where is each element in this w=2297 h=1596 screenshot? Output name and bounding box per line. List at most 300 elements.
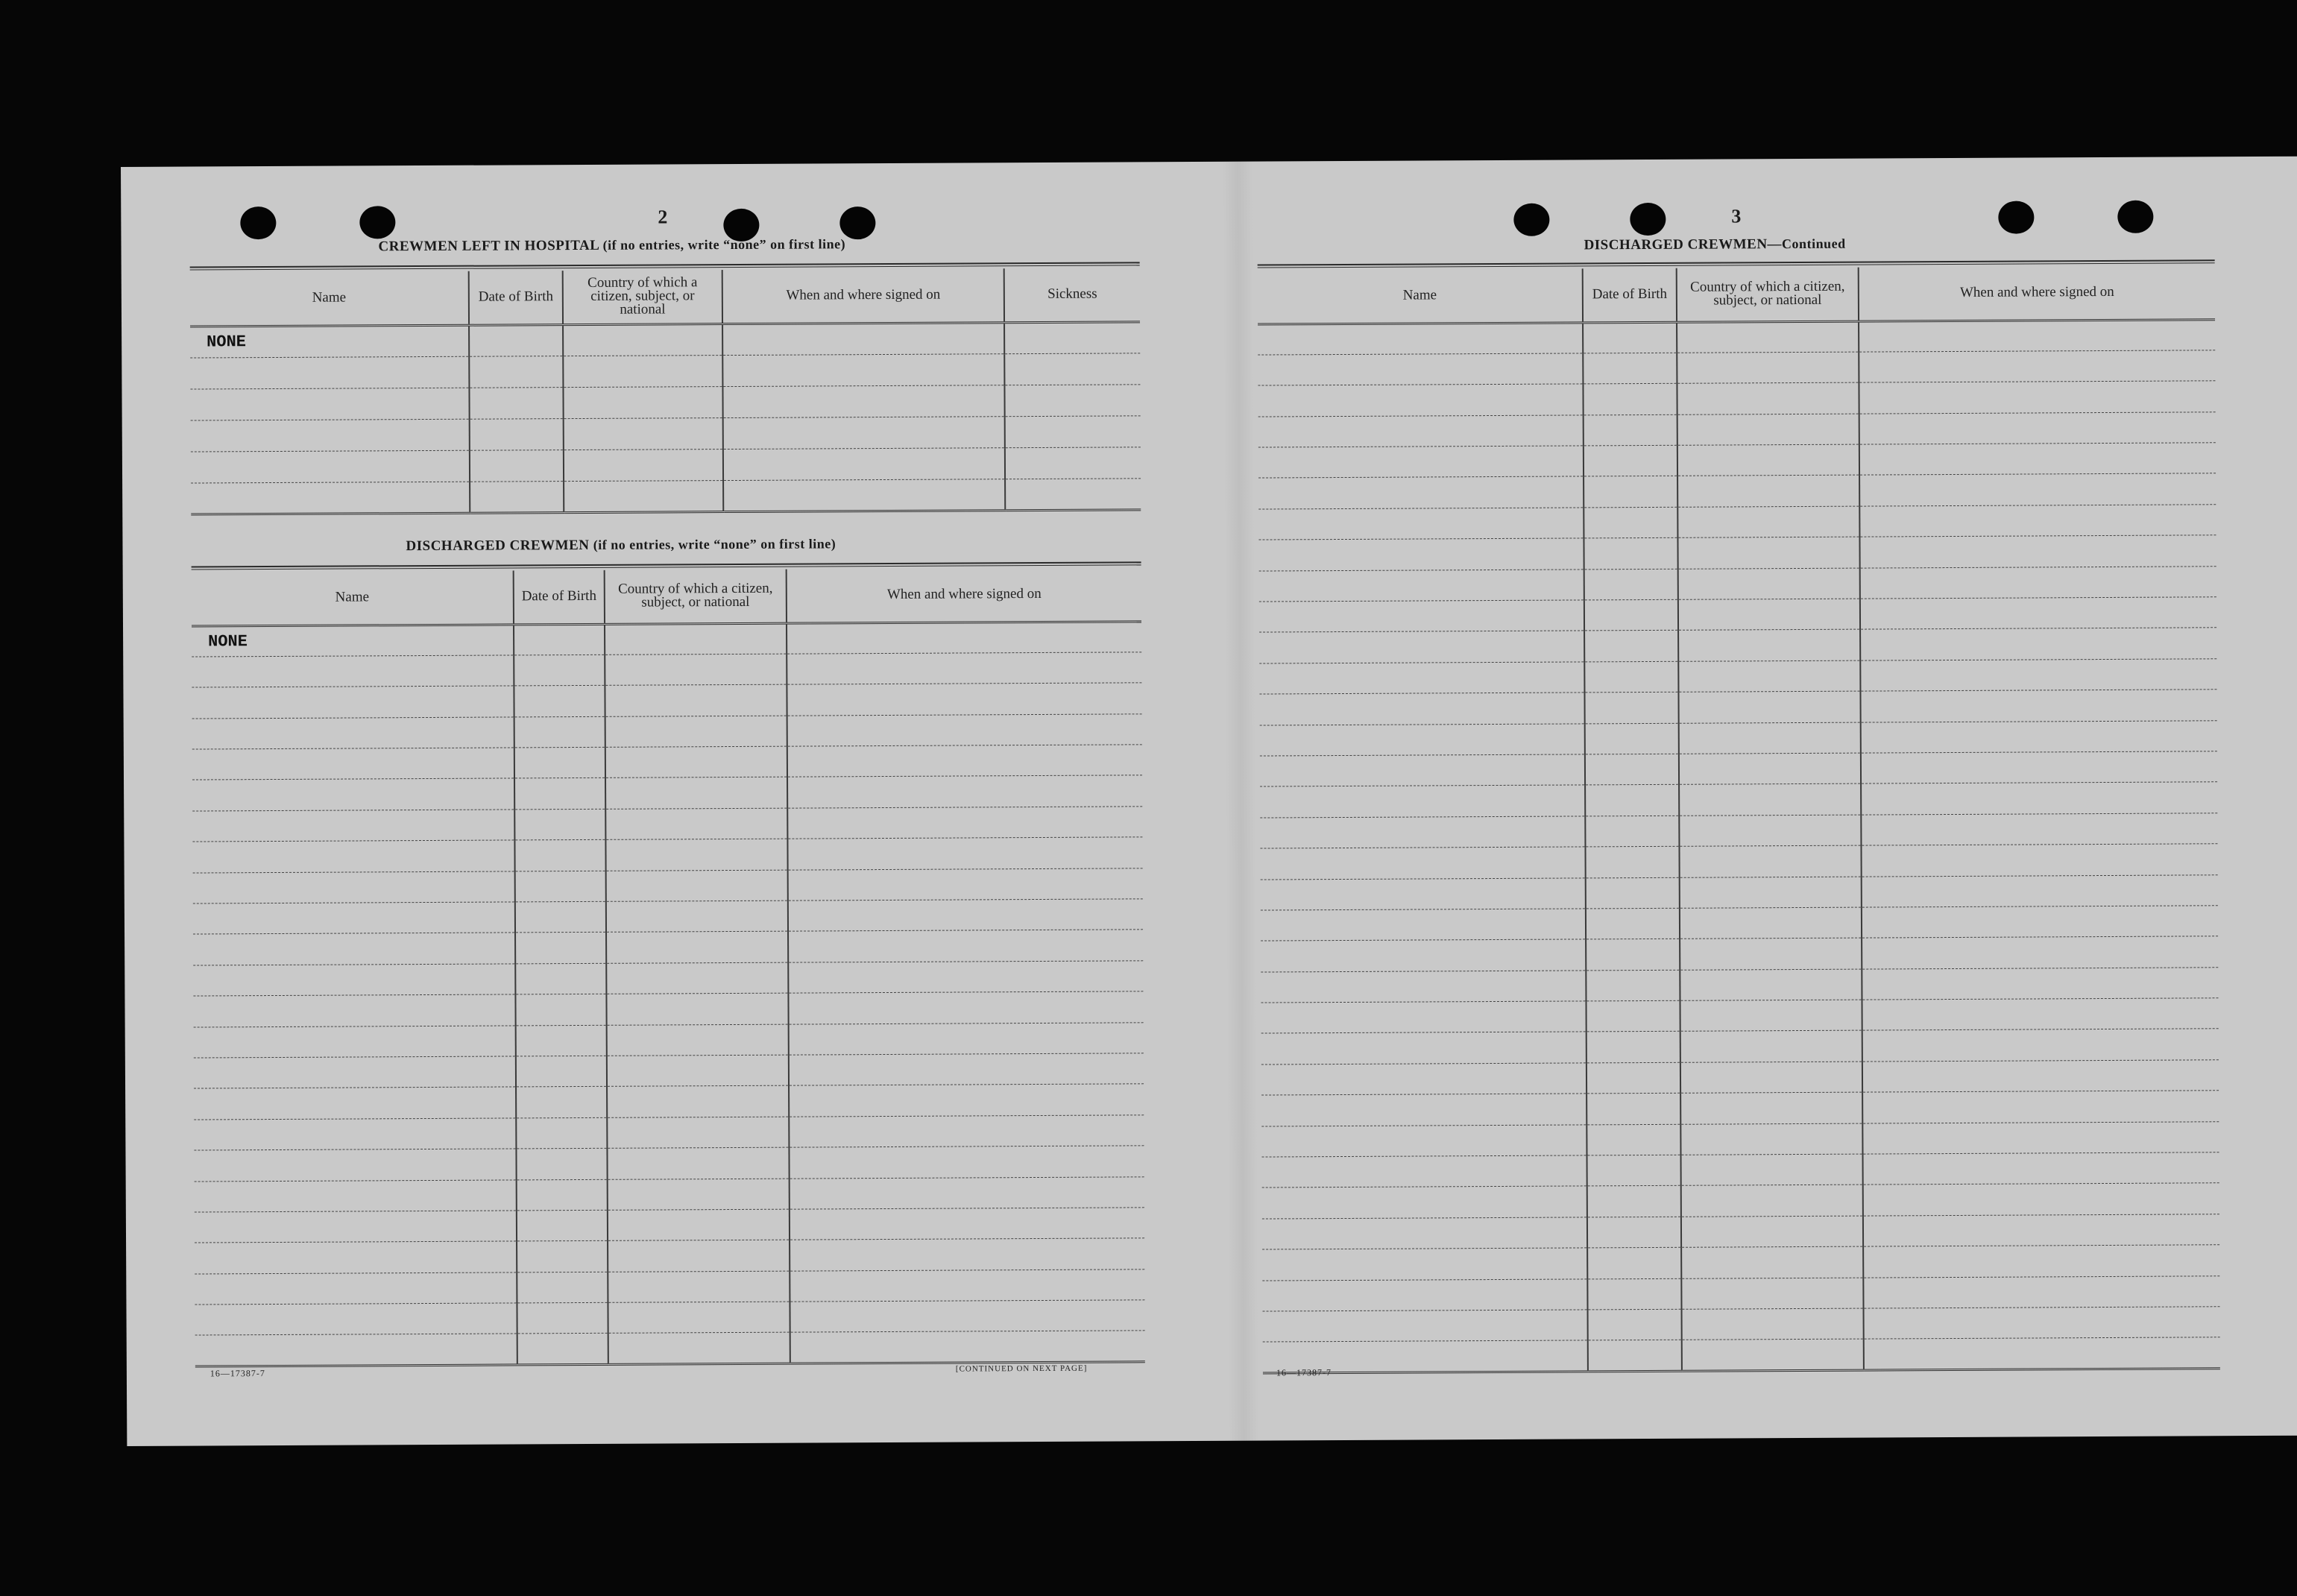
table-cell[interactable] xyxy=(1584,507,1677,538)
table-cell[interactable] xyxy=(1863,1183,2219,1216)
table-cell[interactable] xyxy=(607,1147,789,1179)
table-cell[interactable] xyxy=(787,745,1142,778)
table-cell[interactable] xyxy=(515,933,606,964)
table-row xyxy=(193,899,1143,935)
table-cell[interactable]: NONE xyxy=(190,325,469,358)
table-cell[interactable] xyxy=(1680,969,1862,1001)
table-cell[interactable] xyxy=(564,417,723,450)
left-form-code: 16—17387-7 xyxy=(209,1368,265,1379)
table-cell[interactable] xyxy=(514,716,605,748)
table-cell[interactable] xyxy=(1861,813,2217,846)
table-cell[interactable] xyxy=(1863,1245,2219,1278)
table-cell[interactable] xyxy=(1263,1310,1588,1343)
table-cell[interactable] xyxy=(1679,722,1861,754)
discharged-continued-table xyxy=(1258,265,2220,1374)
table-cell[interactable] xyxy=(514,840,605,871)
table-cell[interactable] xyxy=(517,1241,608,1272)
table-cell[interactable] xyxy=(1862,906,2218,939)
table-cell[interactable] xyxy=(514,655,605,686)
table-cell[interactable] xyxy=(1677,382,1859,414)
table-cell[interactable] xyxy=(787,837,1142,870)
table-cell[interactable] xyxy=(195,1272,517,1305)
table-cell[interactable] xyxy=(1584,599,1678,631)
table-cell[interactable] xyxy=(1587,1155,1681,1186)
table-cell[interactable] xyxy=(1859,319,2215,352)
table-cell[interactable] xyxy=(1004,384,1140,416)
table-cell[interactable] xyxy=(1586,877,1680,909)
table-cell[interactable] xyxy=(787,652,1141,685)
table-cell[interactable] xyxy=(516,1148,607,1179)
table-cell[interactable] xyxy=(563,324,722,356)
table-cell[interactable] xyxy=(1862,1029,2219,1062)
table-cell[interactable] xyxy=(1261,1094,1587,1126)
table-row xyxy=(1261,906,2218,941)
table-cell[interactable] xyxy=(787,621,1141,654)
table-cell[interactable] xyxy=(1862,1060,2219,1093)
table-cell[interactable] xyxy=(1259,631,1584,663)
table-cell[interactable] xyxy=(790,1269,1144,1302)
table-cell[interactable] xyxy=(1863,1275,2219,1308)
table-cell[interactable] xyxy=(608,1240,790,1272)
table-cell[interactable] xyxy=(194,1118,516,1151)
table-cell[interactable] xyxy=(1261,909,1586,941)
table-cell[interactable] xyxy=(1859,443,2216,476)
table-row xyxy=(191,478,1141,514)
table-cell[interactable] xyxy=(195,1211,517,1243)
table-cell[interactable] xyxy=(1861,720,2217,753)
table-cell[interactable] xyxy=(1583,384,1677,415)
table-cell[interactable] xyxy=(1588,1309,1682,1340)
table-cell[interactable] xyxy=(605,623,787,655)
table-cell[interactable] xyxy=(1258,538,1584,571)
table-cell[interactable] xyxy=(1680,1123,1862,1155)
table-cell[interactable] xyxy=(788,961,1143,994)
table-cell[interactable] xyxy=(1681,1216,1863,1248)
table-cell[interactable] xyxy=(1678,599,1860,631)
table-cell[interactable] xyxy=(605,839,787,871)
table-cell[interactable] xyxy=(1679,783,1861,816)
table-cell[interactable] xyxy=(722,385,1004,417)
table-row xyxy=(1258,411,2216,447)
table-cell[interactable] xyxy=(1585,754,1679,785)
table-cell[interactable] xyxy=(1862,936,2218,969)
table-cell[interactable] xyxy=(1859,381,2215,414)
table-cell[interactable] xyxy=(193,933,515,965)
binder-hole xyxy=(2117,201,2153,233)
table-cell[interactable] xyxy=(1004,353,1140,385)
table-cell[interactable] xyxy=(1862,874,2218,907)
table-cell[interactable] xyxy=(516,1025,607,1056)
table-cell[interactable] xyxy=(194,1026,516,1059)
table-cell[interactable] xyxy=(1680,938,1862,970)
table-cell[interactable] xyxy=(1678,630,1860,662)
table-row xyxy=(192,837,1142,873)
table-cell[interactable] xyxy=(194,1087,516,1120)
table-cell[interactable] xyxy=(1584,414,1677,446)
table-cell[interactable] xyxy=(608,1209,790,1241)
table-cell[interactable] xyxy=(1261,1001,1586,1034)
table-cell[interactable] xyxy=(191,419,470,452)
table-cell[interactable] xyxy=(1679,753,1861,785)
table-cell[interactable]: NONE xyxy=(192,624,514,657)
table-cell[interactable] xyxy=(1584,631,1678,662)
table-cell[interactable] xyxy=(1587,1062,1680,1094)
table-row xyxy=(1262,1245,2219,1281)
table-cell[interactable] xyxy=(1261,1125,1587,1158)
table-cell[interactable] xyxy=(1680,877,1862,909)
table-cell[interactable] xyxy=(1682,1339,1864,1371)
table-cell[interactable] xyxy=(1680,907,1862,939)
table-cell[interactable] xyxy=(1004,321,1140,353)
table-cell[interactable] xyxy=(514,778,605,810)
binder-hole xyxy=(359,206,395,239)
table-cell[interactable] xyxy=(1864,1337,2220,1370)
table-cell[interactable] xyxy=(1583,322,1677,353)
table-cell[interactable] xyxy=(608,1179,790,1211)
table-cell[interactable] xyxy=(470,418,564,450)
table-cell[interactable] xyxy=(1863,1214,2219,1247)
table-cell[interactable] xyxy=(1587,1278,1681,1310)
table-cell[interactable] xyxy=(1260,723,1585,756)
page-fold xyxy=(1223,162,1258,1441)
table-cell[interactable] xyxy=(1680,1000,1862,1032)
table-cell[interactable] xyxy=(1677,444,1859,476)
table-cell[interactable] xyxy=(195,1179,517,1212)
table-cell[interactable] xyxy=(1677,506,1859,538)
table-cell[interactable] xyxy=(1587,1032,1680,1063)
table-cell[interactable] xyxy=(1860,659,2216,692)
table-cell[interactable] xyxy=(1682,1308,1864,1340)
table-cell[interactable] xyxy=(514,686,605,717)
table-cell[interactable] xyxy=(470,450,564,482)
table-cell[interactable] xyxy=(1262,1186,1587,1219)
table-cell[interactable] xyxy=(1262,1279,1587,1312)
table-cell[interactable] xyxy=(1259,693,1584,725)
table-cell[interactable] xyxy=(1679,845,1861,877)
table-cell[interactable] xyxy=(514,809,605,840)
table-cell[interactable] xyxy=(1262,1248,1587,1281)
table-cell[interactable] xyxy=(1862,1091,2219,1123)
table-cell[interactable] xyxy=(1862,1152,2219,1185)
table-cell[interactable] xyxy=(788,899,1143,932)
table-cell[interactable] xyxy=(1584,538,1677,570)
table-cell[interactable] xyxy=(1585,816,1679,847)
table-cell[interactable] xyxy=(1587,1248,1681,1279)
table-cell[interactable] xyxy=(1587,1124,1680,1155)
table-cell[interactable] xyxy=(1584,661,1678,693)
table-cell[interactable] xyxy=(192,810,514,842)
table-row xyxy=(1258,350,2215,386)
table-cell[interactable] xyxy=(605,684,787,716)
table-cell[interactable] xyxy=(607,1055,789,1087)
table-cell[interactable] xyxy=(1585,785,1679,816)
table-cell[interactable] xyxy=(1677,476,1859,508)
table-cell[interactable] xyxy=(1681,1278,1863,1310)
table-cell[interactable] xyxy=(1678,660,1860,693)
table-cell[interactable] xyxy=(787,713,1142,746)
table-cell[interactable] xyxy=(514,747,605,778)
table-cell[interactable] xyxy=(1584,445,1677,476)
table-cell[interactable] xyxy=(191,482,470,514)
table-cell[interactable] xyxy=(723,479,1005,511)
table-row xyxy=(1258,443,2216,479)
table-cell[interactable] xyxy=(1259,662,1584,695)
table-cell[interactable] xyxy=(193,994,515,1027)
table-cell[interactable] xyxy=(1677,352,1859,384)
table-cell[interactable] xyxy=(607,1117,789,1149)
table-cell[interactable] xyxy=(1864,1307,2220,1340)
table-cell[interactable] xyxy=(605,716,787,748)
table-row xyxy=(192,652,1141,688)
table-cell[interactable] xyxy=(1261,939,1586,972)
table-cell[interactable] xyxy=(1859,535,2216,568)
table-cell[interactable] xyxy=(1588,1340,1682,1372)
table-cell[interactable] xyxy=(1584,569,1678,600)
table-cell[interactable] xyxy=(1585,846,1679,877)
table-cell[interactable] xyxy=(1677,537,1859,569)
table-cell[interactable] xyxy=(1261,1063,1587,1096)
table-cell[interactable] xyxy=(787,683,1141,716)
table-cell[interactable] xyxy=(788,930,1143,962)
table-cell[interactable] xyxy=(195,1241,517,1274)
table-cell[interactable] xyxy=(789,1084,1144,1117)
table-cell[interactable] xyxy=(608,1333,790,1365)
continued-title-text: DISCHARGED CREWMEN— xyxy=(1584,236,1783,253)
table-cell[interactable] xyxy=(790,1331,1145,1363)
table-cell[interactable] xyxy=(723,416,1005,449)
table-cell[interactable] xyxy=(1681,1154,1863,1186)
table-cell[interactable] xyxy=(787,775,1142,808)
table-cell[interactable] xyxy=(1258,508,1584,540)
table-cell[interactable] xyxy=(1259,600,1584,633)
table-cell[interactable] xyxy=(191,450,470,483)
table-cell[interactable] xyxy=(1261,877,1586,910)
table-cell[interactable] xyxy=(516,1056,607,1087)
table-cell[interactable] xyxy=(608,1302,790,1334)
table-cell[interactable] xyxy=(605,654,787,686)
table-cell[interactable] xyxy=(195,1303,517,1336)
table-cell[interactable] xyxy=(1005,447,1141,479)
table-cell[interactable] xyxy=(722,322,1004,355)
table-row xyxy=(1260,782,2217,818)
table-row xyxy=(1263,1307,2220,1343)
table-cell[interactable] xyxy=(606,932,788,964)
table-cell[interactable] xyxy=(1861,782,2217,815)
table-cell[interactable] xyxy=(517,1210,608,1241)
table-cell[interactable] xyxy=(1262,1217,1587,1250)
table-cell[interactable] xyxy=(563,386,722,418)
table-cell[interactable] xyxy=(1860,690,2216,722)
table-cell[interactable] xyxy=(607,1085,789,1117)
table-cell[interactable] xyxy=(515,994,606,1026)
table-cell[interactable] xyxy=(1678,691,1860,723)
table-cell[interactable] xyxy=(192,840,514,873)
table-row xyxy=(1261,936,2218,972)
table-row xyxy=(195,1208,1144,1243)
table-row xyxy=(192,807,1142,842)
table-row xyxy=(1263,1337,2220,1373)
table-cell[interactable] xyxy=(564,480,723,512)
table-cell[interactable] xyxy=(1005,478,1141,510)
table-cell[interactable] xyxy=(787,807,1142,839)
table-cell[interactable] xyxy=(1860,566,2216,599)
continued-title-suffix: Continued xyxy=(1781,236,1846,252)
table-cell[interactable] xyxy=(790,1208,1144,1240)
table-cell[interactable] xyxy=(606,870,788,902)
binder-hole xyxy=(1513,204,1549,236)
table-row xyxy=(194,1146,1144,1182)
table-cell[interactable] xyxy=(789,1022,1144,1055)
table-cell[interactable] xyxy=(515,901,606,933)
table-cell[interactable] xyxy=(1680,1031,1862,1063)
table-cell[interactable] xyxy=(1258,415,1584,448)
table-cell[interactable] xyxy=(1583,353,1677,384)
table-cell[interactable] xyxy=(192,717,514,750)
table-cell[interactable] xyxy=(469,324,563,356)
table-row xyxy=(195,1238,1144,1274)
table-cell[interactable] xyxy=(790,1176,1144,1209)
table-cell[interactable] xyxy=(195,1334,517,1366)
table-cell[interactable] xyxy=(516,1087,607,1118)
table-row xyxy=(1261,967,2218,1003)
table-cell[interactable] xyxy=(564,449,723,481)
table-cell[interactable] xyxy=(1587,1217,1681,1248)
table-row xyxy=(1258,535,2216,571)
table-cell[interactable] xyxy=(1260,754,1585,787)
table-cell[interactable] xyxy=(517,1302,608,1334)
table-cell[interactable] xyxy=(1261,1032,1587,1064)
table-cell[interactable] xyxy=(517,1179,608,1211)
table-cell[interactable] xyxy=(1680,1092,1862,1124)
table-cell[interactable] xyxy=(1585,723,1679,754)
table-cell[interactable] xyxy=(1258,384,1583,417)
table-cell[interactable] xyxy=(1862,1121,2219,1154)
table-cell[interactable] xyxy=(516,1117,607,1149)
table-cell[interactable] xyxy=(790,1300,1144,1333)
table-cell[interactable] xyxy=(723,447,1005,480)
table-cell[interactable] xyxy=(789,1053,1144,1086)
table-cell[interactable] xyxy=(1258,322,1583,355)
table-cell[interactable] xyxy=(1859,473,2216,506)
table-cell[interactable] xyxy=(1586,939,1680,971)
table-row xyxy=(1259,690,2216,725)
table-cell[interactable] xyxy=(1681,1185,1863,1217)
table-cell[interactable] xyxy=(607,1024,789,1056)
table-cell[interactable] xyxy=(1679,815,1861,847)
table-cell[interactable] xyxy=(563,355,722,387)
table-cell[interactable] xyxy=(192,686,514,719)
table-cell[interactable] xyxy=(1587,1186,1681,1217)
table-cell[interactable] xyxy=(1678,568,1860,600)
table-row xyxy=(1259,566,2216,602)
table-row xyxy=(191,447,1141,482)
table-row xyxy=(1259,628,2216,663)
table-cell[interactable] xyxy=(194,1149,516,1182)
table-cell[interactable] xyxy=(1859,350,2215,383)
table-cell[interactable] xyxy=(190,388,469,420)
table-cell[interactable] xyxy=(605,778,787,810)
table-cell[interactable] xyxy=(1584,476,1677,508)
table-row xyxy=(195,1300,1144,1336)
table-cell[interactable] xyxy=(1005,415,1141,447)
table-cell[interactable] xyxy=(1261,971,1586,1003)
table-cell[interactable] xyxy=(1586,970,1680,1001)
table-cell[interactable] xyxy=(1260,847,1585,880)
table-cell[interactable] xyxy=(517,1334,608,1365)
table-cell[interactable] xyxy=(1677,414,1859,446)
table-cell[interactable] xyxy=(193,902,515,935)
table-cell[interactable] xyxy=(605,808,787,840)
table-cell[interactable] xyxy=(1860,597,2216,630)
hospital-section-title xyxy=(378,236,845,255)
table-cell[interactable] xyxy=(605,746,787,778)
table-cell[interactable] xyxy=(1862,998,2218,1031)
table-cell[interactable] xyxy=(192,778,514,811)
table-cell[interactable] xyxy=(194,1056,516,1089)
table-cell[interactable] xyxy=(470,481,564,513)
table-cell[interactable] xyxy=(190,356,469,389)
table-row xyxy=(194,1022,1144,1058)
col-country: Country of which a citizen, subject, or national xyxy=(1677,268,1859,322)
table-cell[interactable] xyxy=(608,1271,790,1303)
table-cell[interactable] xyxy=(1586,908,1680,939)
table-cell[interactable] xyxy=(789,1146,1144,1179)
table-cell[interactable] xyxy=(789,1115,1144,1148)
table-cell[interactable] xyxy=(790,1238,1144,1271)
table-cell[interactable] xyxy=(1262,1155,1587,1188)
table-cell[interactable] xyxy=(788,868,1143,900)
table-cell[interactable] xyxy=(1859,505,2216,537)
table-cell[interactable] xyxy=(1260,785,1585,818)
table-cell[interactable] xyxy=(515,871,606,902)
table-cell[interactable] xyxy=(193,964,515,997)
table-cell[interactable] xyxy=(1861,844,2217,877)
table-cell[interactable] xyxy=(193,871,515,904)
table-cell[interactable] xyxy=(1587,1094,1680,1125)
table-cell[interactable] xyxy=(192,655,514,688)
table-cell[interactable] xyxy=(722,353,1004,386)
table-cell[interactable] xyxy=(1859,411,2216,444)
table-cell[interactable] xyxy=(514,624,605,655)
table-cell[interactable] xyxy=(1258,476,1584,509)
table-cell[interactable] xyxy=(1860,628,2216,660)
table-cell[interactable] xyxy=(1259,570,1584,602)
table-cell[interactable] xyxy=(192,748,514,780)
table-cell[interactable] xyxy=(1258,353,1583,386)
table-cell[interactable] xyxy=(606,993,788,1025)
table-cell[interactable] xyxy=(469,387,563,419)
table-cell[interactable] xyxy=(469,356,563,388)
table-cell[interactable] xyxy=(1861,751,2217,784)
table-cell[interactable] xyxy=(1681,1246,1863,1278)
table-cell[interactable] xyxy=(606,900,788,933)
table-cell[interactable] xyxy=(1586,1000,1680,1032)
table-cell[interactable] xyxy=(1584,692,1678,723)
table-row xyxy=(191,415,1141,451)
table-cell[interactable] xyxy=(1680,1062,1862,1094)
table-cell[interactable] xyxy=(515,963,606,994)
table-cell[interactable] xyxy=(1260,816,1585,849)
col-name: Name xyxy=(190,271,469,327)
table-cell[interactable] xyxy=(517,1272,608,1303)
table-cell[interactable] xyxy=(1258,446,1584,479)
table-row xyxy=(193,868,1143,903)
table-cell[interactable] xyxy=(788,991,1143,1024)
table-cell[interactable] xyxy=(606,962,788,994)
binder-hole xyxy=(240,206,276,239)
table-cell[interactable] xyxy=(1677,321,1859,353)
table-cell[interactable] xyxy=(1862,967,2218,1000)
